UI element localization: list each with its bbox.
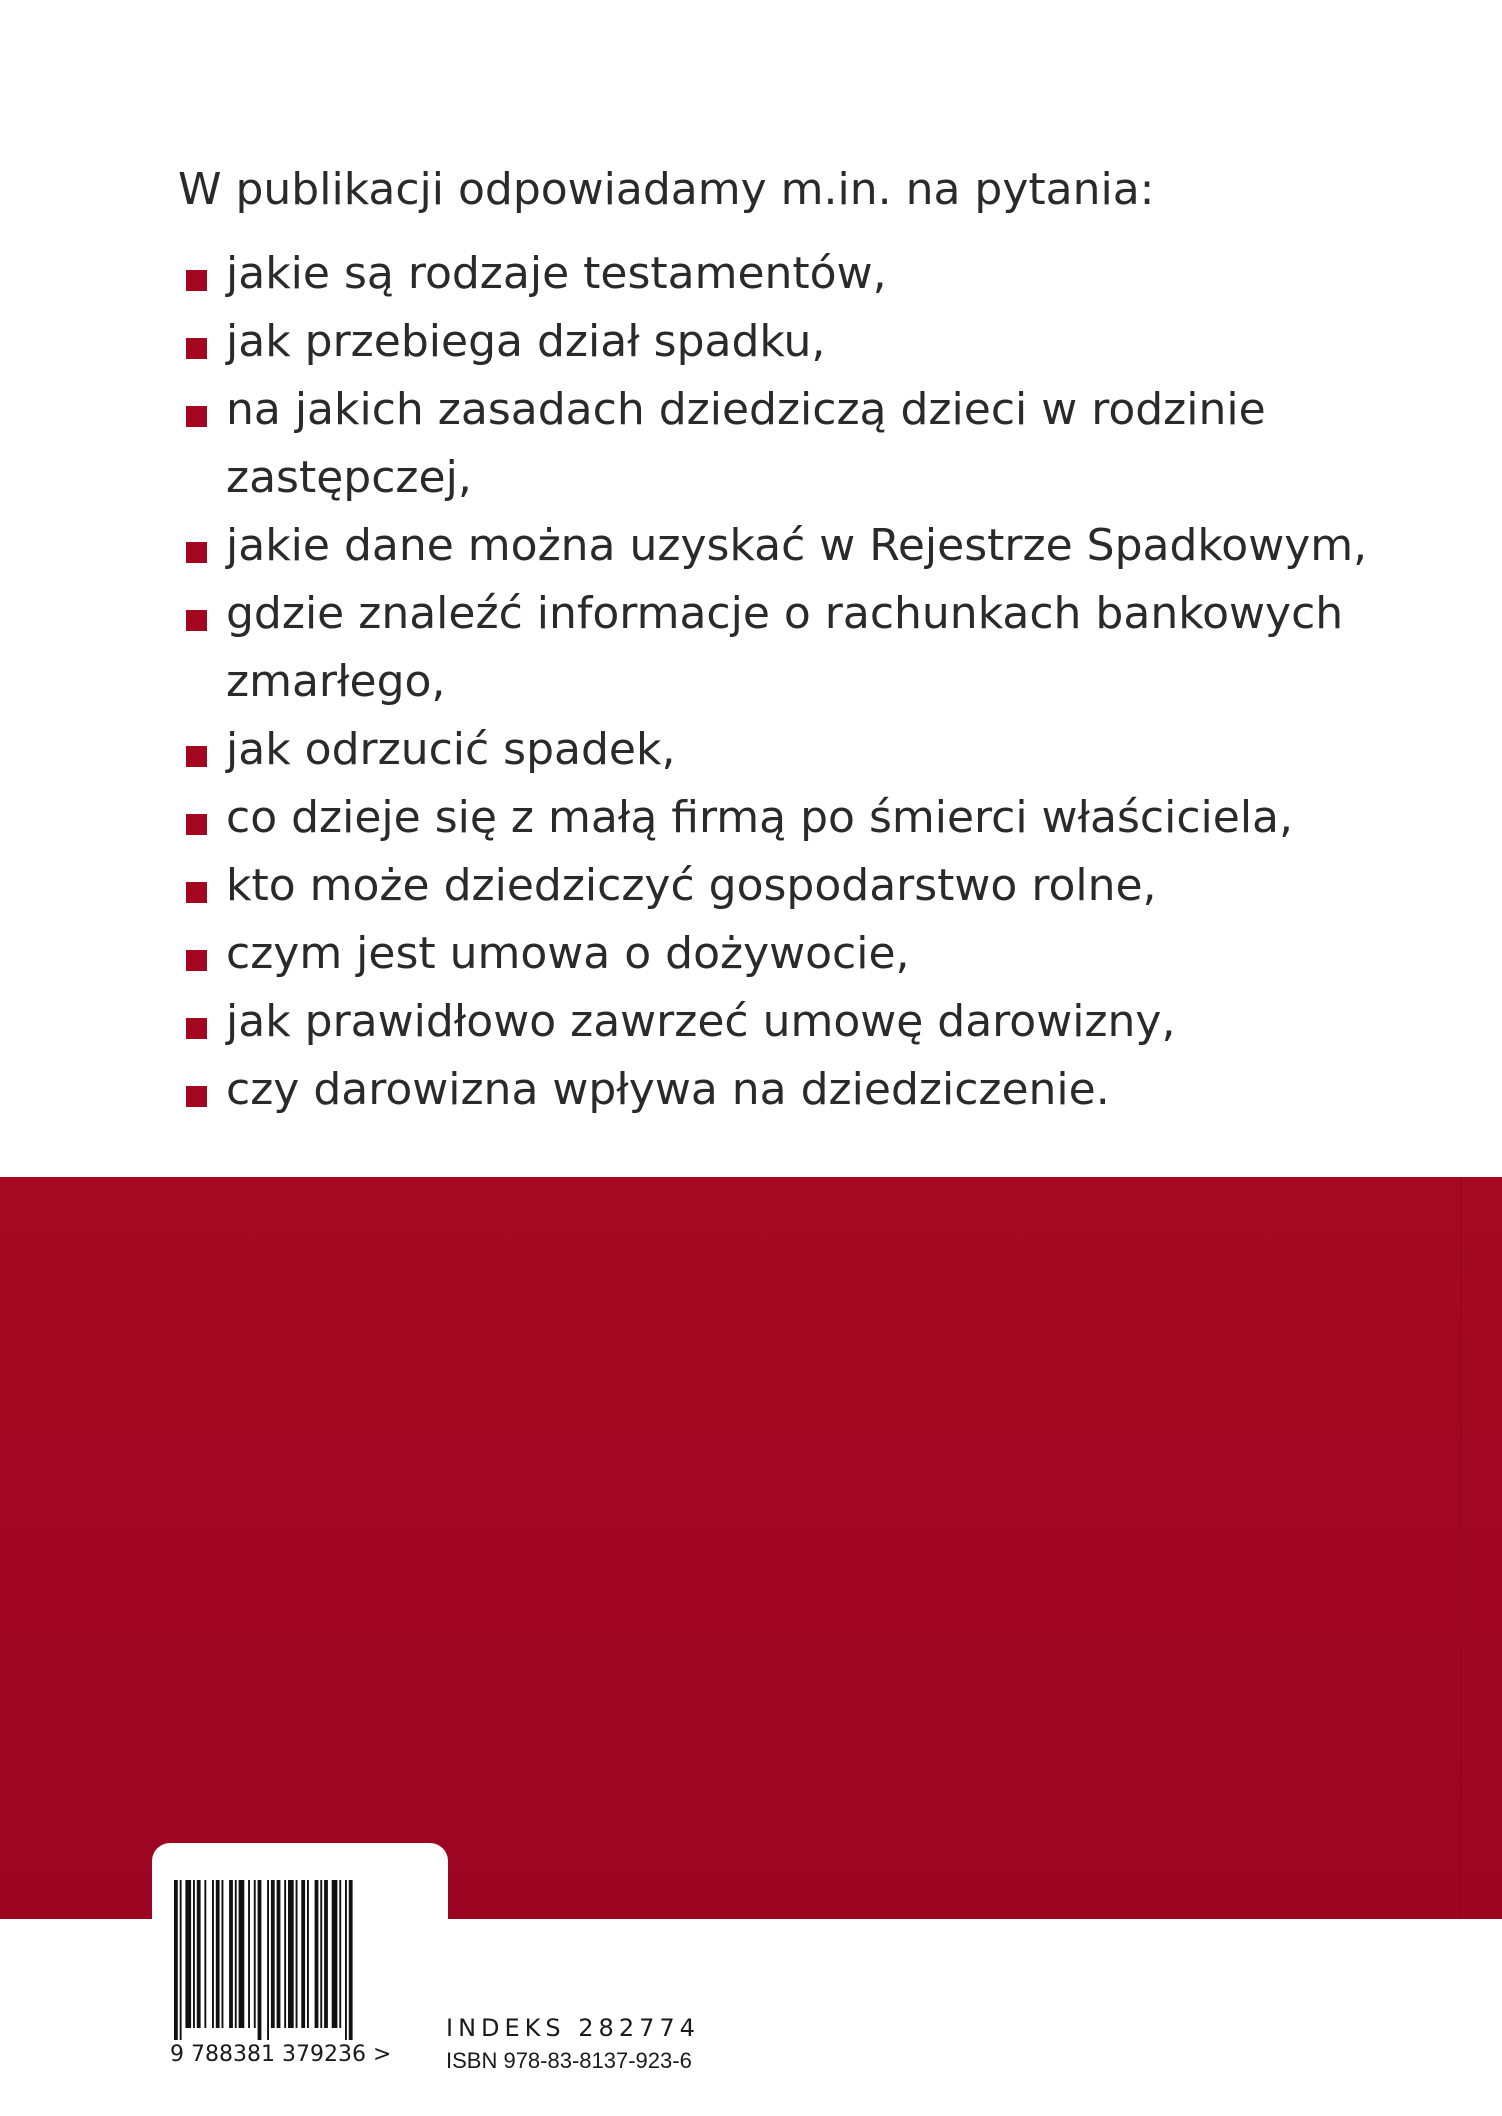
list-item <box>178 988 1408 1056</box>
list-item-text: czy darowizna wpływa na dziedziczenie. <box>226 1064 1110 1115</box>
list-item-text: czym jest umowa o dożywocie, <box>226 928 910 979</box>
barcode-number: 9 788381 379236 > <box>170 2042 392 2067</box>
bullet-square-icon <box>186 270 207 291</box>
bullet-square-icon <box>186 406 207 427</box>
list-item-text: kto może dziedziczyć gospodarstwo rolne, <box>226 860 1157 911</box>
bullet-square-icon <box>186 1086 207 1107</box>
bullet-square-icon <box>186 542 207 563</box>
list-item <box>178 376 1408 512</box>
red-color-band <box>0 1177 1502 1919</box>
list-item <box>178 580 1408 716</box>
list-item <box>178 784 1408 852</box>
bullet-square-icon <box>186 814 207 835</box>
list-item-text-continued: zastępczej, <box>226 452 472 503</box>
list-item-text: co dzieje się z małą firmą po śmierci właściciela, <box>226 792 1293 843</box>
list-item <box>178 308 1408 376</box>
list-item <box>178 920 1408 988</box>
list-item-text: jak odrzucić spadek, <box>226 724 676 775</box>
bullet-square-icon <box>186 1018 207 1039</box>
list-item <box>178 716 1408 784</box>
bullet-square-icon <box>186 950 207 971</box>
list-item <box>178 852 1408 920</box>
indeks-label: INDEKS 282774 <box>446 2014 700 2042</box>
list-item <box>178 240 1408 308</box>
bullet-square-icon <box>186 338 207 359</box>
bullet-square-icon <box>186 610 207 631</box>
intro-heading: W publikacji odpowiadamy m.in. na pytania: <box>178 164 1155 215</box>
list-item <box>178 512 1408 580</box>
bullet-square-icon <box>186 882 207 903</box>
list-item-text: jak prawidłowo zawrzeć umowę darowizny, <box>226 996 1176 1047</box>
list-item-text: jakie dane można uzyskać w Rejestrze Spadkowym, <box>226 520 1368 571</box>
list-item-text: jakie są rodzaje testamentów, <box>226 248 887 299</box>
list-item-text: na jakich zasadach dziedziczą dzieci w rodzinie <box>226 384 1266 435</box>
barcode-icon <box>172 1880 422 2042</box>
list-item-text-continued: zmarłego, <box>226 656 446 707</box>
list-item-text: gdzie znaleźć informacje o rachunkach bankowych <box>226 588 1344 639</box>
isbn-label: ISBN 978-83-8137-923-6 <box>446 2048 692 2073</box>
list-item <box>178 1056 1408 1124</box>
question-list <box>178 240 1408 1124</box>
bullet-square-icon <box>186 746 207 767</box>
list-item-text: jak przebiega dział spadku, <box>226 316 826 367</box>
